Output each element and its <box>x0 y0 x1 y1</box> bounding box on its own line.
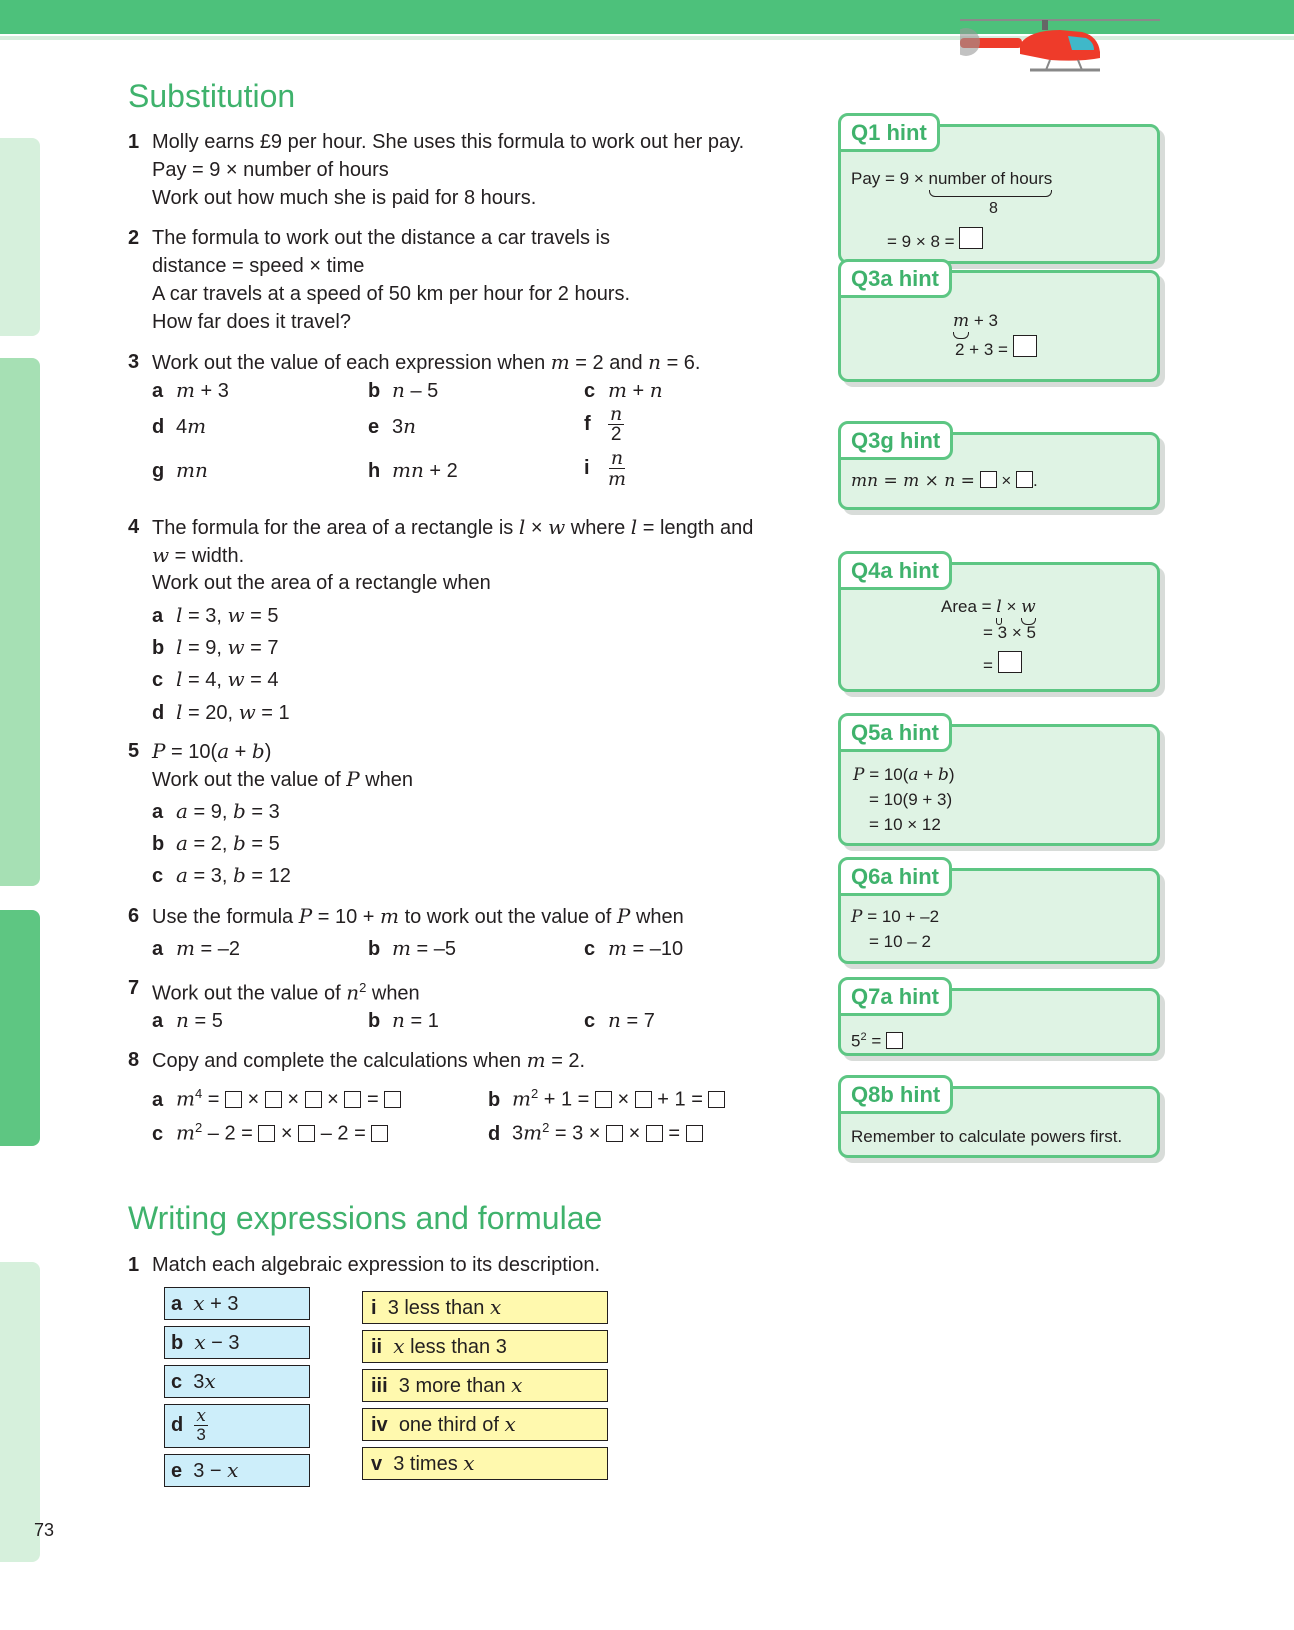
question-number: 4 <box>128 516 140 538</box>
question-text: Work out the value of P when <box>152 767 414 791</box>
hint-box-q8b <box>838 1082 1160 1158</box>
question-number: 3 <box>128 351 140 373</box>
side-tab-strand-4 <box>0 1262 40 1562</box>
question-text: Work out how much she is paid for 8 hours. <box>152 187 537 209</box>
hint-content: = 3 × 5 <box>983 623 1036 642</box>
part-c: c m + n <box>584 378 663 402</box>
question-3 <box>128 348 818 498</box>
hint-label: Q3a hint <box>838 259 952 298</box>
question-text: Work out the value of each expression when m = 2 and n = 6. <box>152 350 701 374</box>
hint-content: P = 10 + –2 <box>851 907 940 927</box>
question-text: A car travels at a speed of 50 km per hour for 2 hours. <box>152 283 631 305</box>
hint-label: Q5a hint <box>838 713 952 752</box>
question-4 <box>128 513 818 733</box>
question-1-matching <box>128 1251 818 1281</box>
hint-box-q7a <box>838 984 1160 1056</box>
hint-content: $5^2$ = <box>851 1025 903 1054</box>
description-card-iv: iv one third of x <box>362 1408 608 1441</box>
part-a: a $m^4$ = × × × = <box>152 1080 401 1114</box>
hint-content: Pay = 9 × number of hours <box>851 167 1052 191</box>
section-title-writing-expressions: Writing expressions and formulae <box>128 1200 603 1236</box>
part-b: b l = 9, w = 7 <box>152 635 279 659</box>
question-formula: distance = speed × time <box>152 255 365 277</box>
hint-content: = <box>983 651 1022 678</box>
part-d: d 4m <box>152 414 207 438</box>
hint-label: Q7a hint <box>838 977 952 1016</box>
part-b: b n – 5 <box>368 378 439 402</box>
part-c: c m = –10 <box>584 936 684 960</box>
part-a: a a = 9, b = 3 <box>152 799 280 823</box>
part-b: b a = 2, b = 5 <box>152 831 280 855</box>
question-formula: Pay = 9 × number of hours <box>152 159 389 181</box>
question-text: Molly earns £9 per hour. She uses this formula to work out her pay. <box>152 131 745 153</box>
question-number: 1 <box>128 131 140 153</box>
part-e: e 3n <box>368 414 417 438</box>
hint-content: Remember to calculate powers first. <box>851 1127 1123 1146</box>
expression-card-d: d $\frac{x}{3}$ <box>164 1404 310 1448</box>
description-card-iii: iii 3 more than x <box>362 1369 608 1402</box>
question-7 <box>128 974 818 1034</box>
question-text: Copy and complete the calculations when m = 2. <box>152 1048 586 1072</box>
side-tab-strand-2 <box>0 358 40 886</box>
hint-box-q3a <box>838 266 1160 382</box>
hint-label: Q6a hint <box>838 857 952 896</box>
description-card-v: v 3 times x <box>362 1447 608 1480</box>
part-b: b $m^2 + 1$ = × + 1 = <box>488 1080 725 1114</box>
question-text: w = width. <box>152 543 245 567</box>
part-c: c n = 7 <box>584 1008 655 1032</box>
part-b: b m = –5 <box>368 936 457 960</box>
part-i: i $\frac{n}{m}$ <box>584 447 627 490</box>
part-a: a m + 3 <box>152 378 229 402</box>
hint-label: Q8b hint <box>838 1075 953 1114</box>
question-text: Use the formula P = 10 + m to work out the value of P when <box>152 904 684 928</box>
side-tab-strand-1 <box>0 138 40 336</box>
question-8 <box>128 1046 818 1146</box>
side-tab-strand-3 <box>0 910 40 1146</box>
hint-content: = 10(9 + 3) <box>869 790 953 809</box>
helicopter-icon <box>960 14 1160 78</box>
section-title-substitution: Substitution <box>128 78 296 114</box>
expression-card-e: e 3 − x <box>164 1454 310 1487</box>
question-text: Work out the value of $n^2$ when <box>152 980 420 1005</box>
part-b: b n = 1 <box>368 1008 439 1032</box>
part-d: d $3m^2 = 3$ × × = <box>488 1114 703 1148</box>
question-text: The formula for the area of a rectangle is l × w where l = length and <box>152 515 754 539</box>
part-a: a n = 5 <box>152 1008 223 1032</box>
part-a: a m = –2 <box>152 936 241 960</box>
question-number: 5 <box>128 740 140 762</box>
hint-content: Area = l × w <box>941 597 1036 617</box>
description-card-i: i 3 less than x <box>362 1291 608 1324</box>
hint-label: Q3g hint <box>838 421 953 460</box>
part-c: c a = 3, b = 12 <box>152 863 291 887</box>
expression-card-c: c 3x <box>164 1365 310 1398</box>
question-text: How far does it travel? <box>152 311 351 333</box>
part-c: c $m^2 - 2$ = × – 2 = <box>152 1114 388 1148</box>
hint-box-q1 <box>838 120 1160 264</box>
hint-content: P = 10(a + b) <box>853 765 955 785</box>
description-card-ii: ii x less than 3 <box>362 1330 608 1363</box>
question-number: 7 <box>128 977 140 999</box>
hint-box-q4a <box>838 558 1160 692</box>
question-number: 1 <box>128 1254 140 1276</box>
part-f: f $\frac{n}{2}$ <box>584 403 623 445</box>
hint-content: = 10 – 2 <box>869 932 931 951</box>
hint-content: 2 + 3 = <box>955 335 1037 362</box>
hint-content: = 9 × 8 = <box>887 227 983 254</box>
hint-box-q5a <box>838 720 1160 846</box>
hint-box-q6a <box>838 864 1160 964</box>
question-number: 2 <box>128 227 140 249</box>
question-text: Work out the area of a rectangle when <box>152 572 491 594</box>
question-text: The formula to work out the distance a car travels is <box>152 227 610 249</box>
hint-content: = 10 × 12 <box>869 815 941 834</box>
page-number: 73 <box>34 1520 55 1540</box>
hint-label: Q4a hint <box>838 551 952 590</box>
question-formula: P = 10(a + b) <box>152 739 272 763</box>
part-a: a l = 3, w = 5 <box>152 603 279 627</box>
hint-content: mn = m × n = × . <box>851 471 1038 491</box>
expression-card-b: b x − 3 <box>164 1326 310 1359</box>
hint-box-q3g <box>838 428 1160 510</box>
part-h: h mn + 2 <box>368 458 458 482</box>
hint-label: Q1 hint <box>838 113 940 152</box>
expression-card-a: a x + 3 <box>164 1287 310 1320</box>
question-number: 6 <box>128 905 140 927</box>
question-5 <box>128 737 818 887</box>
part-g: g mn <box>152 458 208 482</box>
question-number: 8 <box>128 1049 140 1071</box>
hint-content: m + 3 <box>953 311 998 331</box>
question-6 <box>128 902 818 962</box>
part-d: d l = 20, w = 1 <box>152 700 290 724</box>
hint-brace-value: 8 <box>989 200 998 217</box>
question-text: Match each algebraic expression to its description. <box>152 1254 601 1276</box>
part-c: c l = 4, w = 4 <box>152 667 279 691</box>
